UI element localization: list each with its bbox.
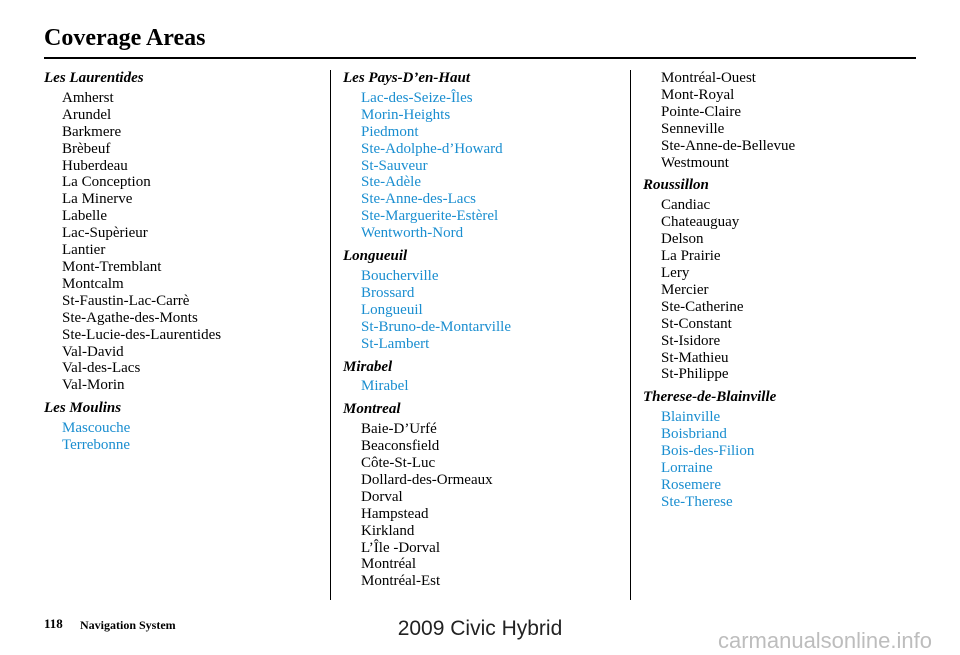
city-link[interactable]: St-Lambert bbox=[361, 335, 430, 352]
title-divider bbox=[44, 57, 916, 59]
page-number: 118 bbox=[44, 616, 63, 631]
city-item: Montréal-Ouest bbox=[661, 70, 756, 86]
city-item: Lantier bbox=[62, 242, 106, 259]
city-item: St-Isidore bbox=[661, 332, 721, 349]
city-item: Delson bbox=[661, 231, 704, 248]
city-item: Lac-Supèrieur bbox=[62, 225, 148, 242]
city-link[interactable]: Piedmont bbox=[361, 123, 419, 140]
city-item: Huberdeau bbox=[62, 157, 128, 174]
city-item: Candiac bbox=[661, 197, 711, 214]
city-item: Montcalm bbox=[62, 275, 124, 292]
city-item: Ste-Anne-de-Bellevue bbox=[661, 137, 796, 154]
region-heading: Les Pays-D’en-Haut bbox=[343, 70, 471, 86]
region-heading: Mirabel bbox=[343, 358, 393, 375]
city-item: La Prairie bbox=[661, 248, 721, 265]
column-divider bbox=[630, 70, 631, 600]
city-item: Côte-St-Luc bbox=[361, 455, 436, 472]
city-item: Ste-Lucie-des-Laurentides bbox=[62, 326, 222, 343]
page-title: Coverage Areas bbox=[44, 25, 206, 51]
city-item: La Minerve bbox=[62, 191, 133, 208]
city-link[interactable]: Ste-Marguerite-Estèrel bbox=[361, 208, 499, 225]
city-item: Montréal-Est bbox=[361, 573, 441, 590]
city-item: Ste-Agathe-des-Monts bbox=[62, 309, 198, 326]
city-link[interactable]: St-Bruno-de-Montarville bbox=[361, 318, 511, 335]
city-link[interactable]: Brossard bbox=[361, 284, 415, 301]
city-item: Arundel bbox=[62, 106, 112, 123]
city-item: Pointe-Claire bbox=[661, 103, 741, 120]
city-link[interactable]: Longueuil bbox=[361, 301, 423, 318]
model-watermark: 2009 Civic Hybrid bbox=[397, 617, 563, 640]
city-link[interactable]: St-Sauveur bbox=[361, 157, 428, 174]
city-item: Montréal bbox=[361, 556, 416, 573]
city-item: Amherst bbox=[62, 89, 114, 106]
city-link[interactable]: Mascouche bbox=[62, 420, 131, 437]
city-item: Val-Morin bbox=[62, 377, 125, 394]
city-link[interactable]: Ste-Adèle bbox=[361, 174, 421, 191]
city-item: Baie-D’Urfé bbox=[361, 421, 437, 438]
section-name: Navigation System bbox=[80, 618, 176, 632]
city-link[interactable]: Morin-Heights bbox=[361, 106, 451, 123]
column-divider bbox=[330, 70, 331, 600]
city-item: Kirkland bbox=[361, 522, 415, 539]
city-item: St-Constant bbox=[661, 315, 732, 332]
city-item: Lery bbox=[661, 264, 690, 281]
city-item: Westmount bbox=[661, 154, 729, 171]
city-item: Beaconsfield bbox=[361, 438, 440, 455]
city-link[interactable]: Blainville bbox=[661, 409, 721, 426]
city-item: L’Île -Dorval bbox=[361, 539, 440, 556]
city-item: Val-des-Lacs bbox=[62, 360, 141, 377]
city-item: Dorval bbox=[361, 488, 403, 505]
region-heading: Therese-de-Blainville bbox=[643, 389, 777, 406]
city-link[interactable]: Ste-Therese bbox=[661, 493, 733, 510]
region-heading: Les Laurentides bbox=[44, 70, 144, 86]
city-item: Labelle bbox=[62, 208, 107, 225]
coverage-column-1 bbox=[44, 70, 324, 454]
city-item: Ste-Catherine bbox=[661, 298, 744, 315]
city-item: Barkmere bbox=[62, 123, 122, 140]
city-link[interactable]: Bois-des-Filion bbox=[661, 443, 755, 460]
city-item: Senneville bbox=[661, 120, 725, 137]
city-item: Mont-Tremblant bbox=[62, 258, 162, 275]
city-link[interactable]: Mirabel bbox=[361, 378, 409, 395]
city-item: Val-David bbox=[62, 343, 124, 360]
city-item: Hampstead bbox=[361, 505, 429, 522]
city-link[interactable]: Ste-Anne-des-Lacs bbox=[361, 191, 476, 208]
city-link[interactable]: Wentworth-Nord bbox=[361, 225, 464, 242]
city-link[interactable]: Boisbriand bbox=[661, 426, 727, 443]
city-link[interactable]: Terrebonne bbox=[62, 437, 131, 454]
coverage-column-3 bbox=[643, 70, 923, 511]
city-item: St-Philippe bbox=[661, 366, 729, 383]
region-heading: Longueuil bbox=[343, 248, 408, 265]
region-heading: Les Moulins bbox=[44, 400, 122, 417]
city-item: St-Mathieu bbox=[661, 349, 729, 366]
region-heading: Roussillon bbox=[643, 177, 709, 194]
city-item: La Conception bbox=[62, 174, 151, 191]
city-item: Brèbeuf bbox=[62, 140, 111, 157]
city-item: St-Faustin-Lac-Carrè bbox=[62, 292, 190, 309]
city-item: Dollard-des-Ormeaux bbox=[361, 471, 493, 488]
site-watermark: carmanualsonline.info bbox=[717, 628, 932, 653]
city-item: Chateauguay bbox=[661, 214, 740, 231]
city-item: Mercier bbox=[661, 281, 709, 298]
coverage-column-2 bbox=[343, 70, 623, 590]
region-heading: Montreal bbox=[343, 401, 401, 418]
city-link[interactable]: Ste-Adolphe-d’Howard bbox=[361, 140, 503, 157]
city-link[interactable]: Rosemere bbox=[661, 476, 721, 493]
city-link[interactable]: Boucherville bbox=[361, 267, 439, 284]
city-link[interactable]: Lorraine bbox=[661, 459, 713, 476]
city-link[interactable]: Lac-des-Seize-Îles bbox=[361, 89, 473, 106]
city-item: Mont-Royal bbox=[661, 86, 735, 103]
